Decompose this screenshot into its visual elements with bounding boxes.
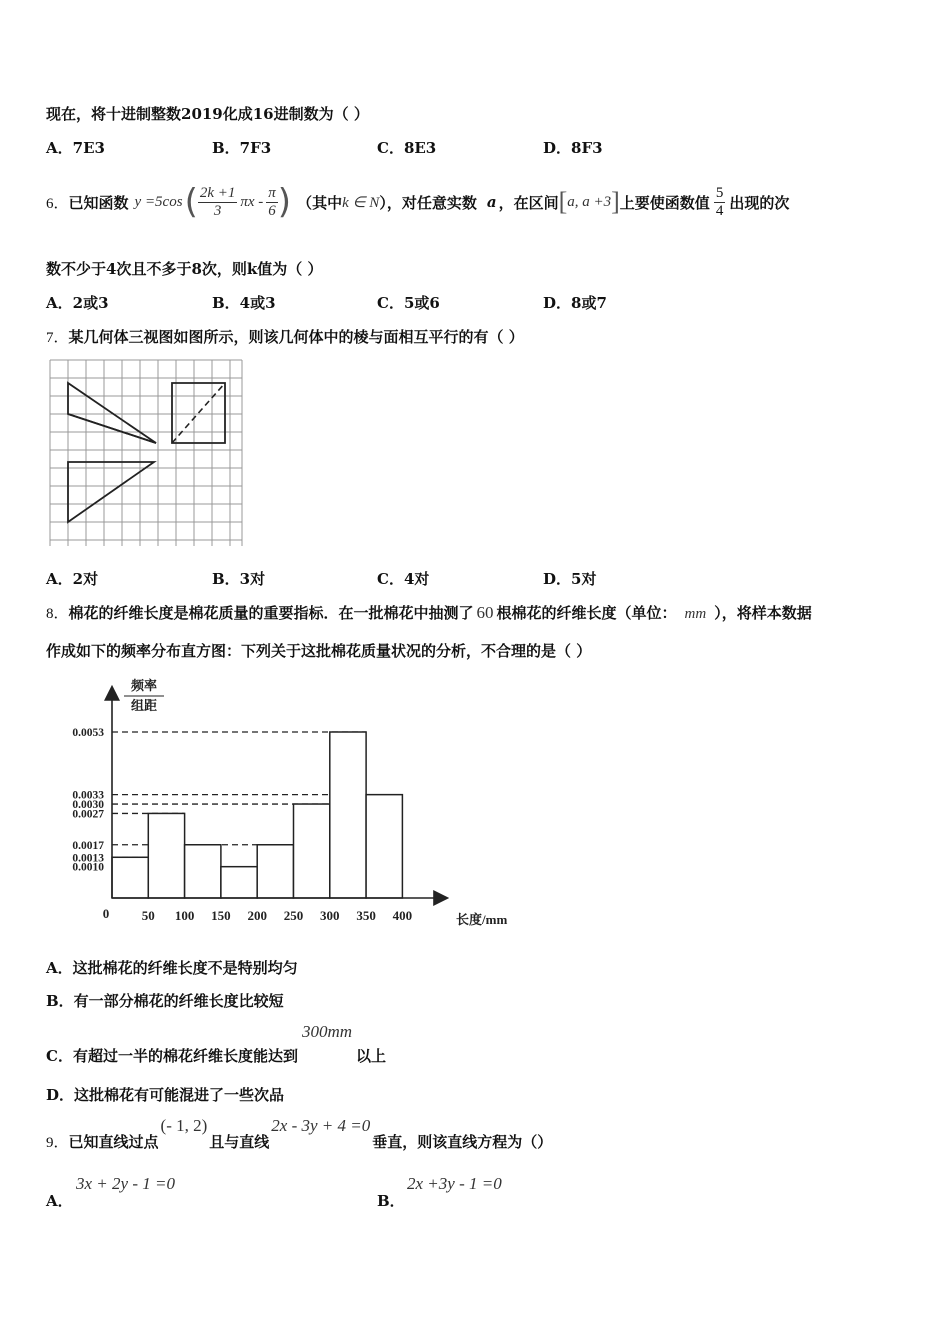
histogram-bar — [221, 867, 257, 898]
q8-option-a[interactable]: A．这批棉花的纤维长度不是特别均匀 — [46, 959, 298, 977]
q6-interval: a, a +3 — [567, 193, 612, 210]
q9-text2: 且与直线 — [209, 1133, 270, 1151]
q8-number: 8． — [46, 606, 69, 622]
q6-frac2: $\frac{\pi}{6}$ — [268, 185, 276, 219]
q7-option-d[interactable]: D．5对 — [543, 570, 597, 588]
q6-text2: （其中 — [297, 193, 343, 212]
q6-text6: 出现的次 — [729, 193, 790, 212]
q6-option-c[interactable]: C．5或6 — [377, 294, 440, 312]
q8-unit: mm — [684, 606, 707, 622]
q5-option-b[interactable]: B．7F3 — [212, 139, 272, 157]
q6-text1: 已知函数 — [68, 193, 129, 212]
q6-var-a: a — [486, 193, 497, 211]
q9-stem — [46, 1116, 552, 1152]
histogram-bar — [294, 804, 330, 898]
origin-label: 0 — [102, 906, 110, 921]
x-tick-label: 150 — [211, 908, 231, 923]
q7-stem — [46, 326, 524, 347]
q9-text1: 已知直线过点 — [68, 1133, 159, 1151]
x-tick-label: 50 — [141, 908, 155, 923]
q8-option-c-text2: 以上 — [356, 1047, 387, 1065]
q8-option-d[interactable]: D．这批棉花有可能混进了一些次品 — [46, 1086, 285, 1104]
q7-number: 7． — [46, 330, 69, 346]
q9-point: (- 1, 2) — [160, 1116, 208, 1135]
q6-text3: ），对任意实数 — [379, 193, 477, 212]
x-axis-label: 长度/mm — [456, 912, 508, 927]
y-tick-label: 0.0013 — [72, 852, 104, 865]
q6-number: 6． — [46, 195, 69, 212]
y-tick-label: 0.0033 — [72, 789, 104, 802]
histogram-bar — [330, 732, 366, 898]
q5-option-c[interactable]: C．8E3 — [377, 139, 437, 157]
y-tick-label: 0.0027 — [72, 808, 104, 821]
q6-stem-line2: 数不少于4次且不多于8次，则k值为（ ） — [46, 260, 323, 278]
q6-cond: k ∈ N — [342, 194, 380, 211]
histogram-bar — [112, 857, 148, 898]
q5-option-d[interactable]: D．8F3 — [543, 139, 603, 157]
q5-stem: 现在，将十进制整数2019化成16进制数为（ ） — [46, 105, 369, 123]
y-axis-label-top: 频率 — [130, 678, 158, 693]
x-tick-label: 350 — [356, 908, 376, 923]
q8-count: 60 — [476, 603, 494, 622]
histogram-bar — [148, 813, 184, 898]
top-view-triangle — [68, 462, 154, 522]
x-tick-label: 300 — [320, 908, 340, 923]
q8-option-b[interactable]: B．有一部分棉花的纤维长度比较短 — [46, 992, 284, 1010]
q6-func-lhs: y =5cos — [134, 193, 183, 210]
y-tick-label: 0.0030 — [72, 799, 104, 812]
q9-text3: 垂直，则该直线方程为（） — [372, 1133, 553, 1151]
q6-right-paren: ) — [277, 182, 292, 222]
q6-interval-left: [ — [558, 187, 568, 216]
q7-option-c[interactable]: C．4对 — [377, 570, 430, 588]
q8-stem1: 棉花的纤维长度是棉花质量的重要指标．在一批棉花中抽测了 — [68, 604, 474, 622]
q6-left-paren: ( — [184, 182, 198, 222]
q7-option-b[interactable]: B．3对 — [212, 570, 266, 588]
q9-option-a-label[interactable]: A． — [46, 1192, 73, 1210]
y-axis-label-bottom: 组距 — [130, 698, 158, 713]
y-tick-label: 0.0010 — [72, 861, 104, 874]
three-view-figure — [48, 358, 244, 548]
y-tick-label: 0.0017 — [72, 839, 104, 852]
q6-option-d[interactable]: D．8或7 — [543, 294, 607, 312]
q8-option-c[interactable] — [46, 1022, 386, 1066]
q7-option-a[interactable]: A．2对 — [46, 570, 99, 588]
x-tick-label: 250 — [283, 908, 304, 923]
q8-stem2: 根棉花的纤维长度（单位： — [496, 604, 677, 622]
q6-stem — [46, 172, 789, 232]
figure-grid — [50, 360, 242, 546]
q6-option-a[interactable]: A．2或3 — [46, 294, 109, 312]
q8-option-c-text1: C．有超过一半的棉花纤维长度能达到 — [46, 1047, 298, 1065]
x-tick-label: 400 — [392, 908, 413, 923]
q6-interval-right: ] — [611, 187, 620, 216]
q6-func-mid: πx - — [240, 193, 264, 210]
q9-option-b[interactable]: 2x +3y - 1 =0 — [407, 1174, 502, 1193]
side-view-hidden-edge — [172, 383, 225, 443]
q9-option-b-label[interactable]: B． — [377, 1192, 405, 1210]
y-tick-label: 0.0053 — [72, 727, 104, 739]
q7-stem-text: 某几何体三视图如图所示，则该几何体中的棱与面相互平行的有（ ） — [68, 328, 524, 346]
x-tick-label: 200 — [247, 908, 267, 923]
front-view-triangle — [68, 383, 156, 443]
q6-option-b[interactable]: B．4或3 — [212, 294, 276, 312]
q6-value-frac: $\frac{5}{4}$ — [715, 185, 724, 219]
q8-stem-line2: 作成如下的频率分布直方图：下列关于这批棉花质量状况的分析，不合理的是（ ） — [46, 642, 592, 660]
q8-stem — [46, 602, 812, 623]
q6-text5: 上要使函数值 — [619, 193, 710, 212]
histogram-bar — [185, 845, 221, 898]
x-tick-label: 100 — [174, 908, 195, 923]
q8-option-c-math: 300mm — [301, 1022, 353, 1041]
q9-number: 9． — [46, 1135, 69, 1151]
q5-option-a[interactable]: A．7E3 — [46, 139, 105, 157]
front-view-triangle-edge — [68, 414, 156, 443]
q6-text4: ，在区间 — [498, 193, 559, 212]
histogram-bar — [366, 795, 402, 898]
frequency-histogram — [58, 676, 508, 932]
q8-stem3: ），将样本数据 — [714, 604, 812, 622]
q9-option-a[interactable]: 3x + 2y - 1 =0 — [76, 1174, 175, 1193]
q6-frac1: $\frac{2k +1}{3}$ — [199, 185, 236, 219]
histogram-bar — [257, 845, 293, 898]
q9-line-eq: 2x - 3y + 4 =0 — [271, 1116, 371, 1135]
